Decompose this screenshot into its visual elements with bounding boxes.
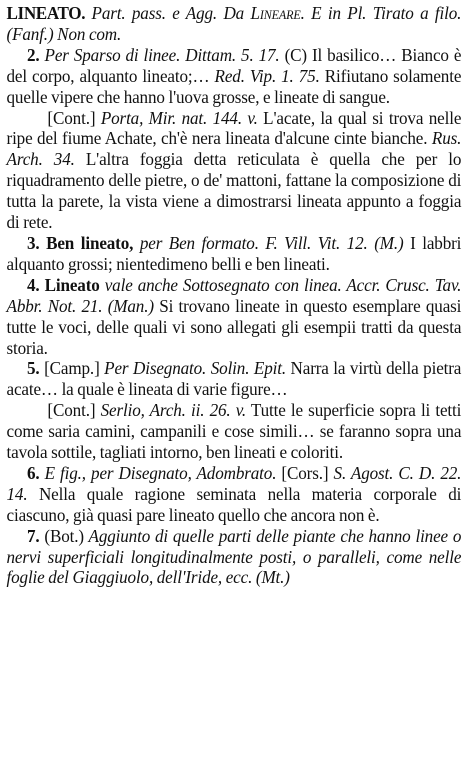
head-source: Lineare — [250, 3, 301, 23]
sense-definition: per Ben formato. F. Vill. Vit. 12. (M.) — [133, 232, 404, 253]
sense-quote: (C) Il basilico… Bianco è del corpo, alquanto lineato;… — [6, 44, 462, 86]
sense-4 — [7, 275, 462, 359]
sense-number: 2. — [26, 44, 40, 65]
sense-tag: [Cors.] — [276, 462, 329, 483]
sense-quote: I labbri alquanto grossi; nientedimeno belli e ben lineati. — [6, 232, 462, 274]
sense-5-continuation — [7, 400, 462, 463]
sense-definition: vale anche Sottosegnato con linea. Accr. Crusc. Tav. Abbr. Not. 21. (Man.) — [6, 274, 462, 316]
sense-number: 4. — [26, 274, 40, 295]
cont-tag: [Cont.] — [47, 400, 101, 421]
sense-definition: Aggiunto di quelle parti delle piante che hanno linee o nervi superficiali longitudinalmente posti, o paralleli, come nelle foglie del Giaggiuolo, dell'Iride, ecc. (Mt.) — [6, 525, 462, 588]
sense-number: 6. — [26, 462, 40, 483]
sense-7 — [7, 526, 462, 589]
sense-citation: S. Agost. C. D. 22. 14. — [6, 462, 462, 504]
sense-citation-2: Rus. Arch. 34. — [6, 128, 462, 170]
sense-quote-2: L'altra foggia detta reticulata è quella che per lo riquadramento delle pietre, o de' mattoni, fattane la composizione di tutta la parete, la vista viene a dimostrarsi lineata appunto a foggia di rete. — [6, 149, 462, 233]
sense-definition: E fig., per Disegnato, Adombrato. — [39, 462, 277, 483]
entry-head — [7, 3, 462, 45]
sense-3 — [7, 233, 462, 275]
sense-definition: Per Disegnato. Solin. Epit. — [99, 358, 286, 379]
sense-number: 7. — [26, 525, 40, 546]
sense-tag: [Camp.] — [39, 358, 100, 379]
head-gloss: Part. pass. e Agg. Da — [85, 3, 251, 23]
sense-quote: Nella quale ragione seminata nella materia corporale di ciascuno, già quasi pare lineato quello che ancora non è. — [6, 483, 462, 525]
sense-5 — [7, 358, 462, 400]
sense-number: 5. — [26, 358, 40, 379]
sense-quote: Si trovano lineate in questo esemplare quasi tutte le voci, delle quali vi sono allegati gli esempii tratti da questa storia. — [6, 295, 462, 358]
cont-tag: [Cont.] — [47, 107, 101, 128]
sense-quote-2: Rifiutano solamente quelle vipere che hanno l'uova grosse, e lineate di sangue. — [6, 65, 462, 107]
sense-2 — [7, 45, 462, 108]
sense-definition: Per Sparso di linee. Dittam. 5. 17. — [39, 44, 280, 65]
sense-tag: (Bot.) — [39, 525, 84, 546]
sense-citation: Serlio, Arch. ii. 26. v. — [100, 400, 247, 421]
sense-citation: Red. Vip. 1. 75. — [214, 65, 320, 86]
sense-term: Lineato — [39, 274, 100, 295]
sense-2-continuation — [7, 108, 462, 233]
sense-quote: L'acate, la qual si trova nelle ripe del fiume Achate, ch'è nera lineata d'alcune cinte bianche. — [6, 107, 462, 149]
head-gloss-2: . E in Pl. Tirato a filo. (Fanf.) Non com. — [6, 3, 462, 44]
sense-6 — [7, 463, 462, 526]
sense-quote: Narra la virtù della pietra acate… la quale è lineata di varie figure… — [6, 358, 462, 400]
sense-number: 3. — [26, 232, 40, 253]
headword: LINEATO. — [6, 3, 86, 23]
sense-term: Ben lineato, — [39, 232, 134, 253]
sense-quote: Tutte le superficie sopra li tetti come saria camini, campanili e cose simili… se faranno sopra una tavola sottile, tagliati intorno, ben lineati e coloriti. — [6, 400, 462, 463]
sense-citation: Porta, Mir. nat. 144. v. — [100, 107, 258, 128]
